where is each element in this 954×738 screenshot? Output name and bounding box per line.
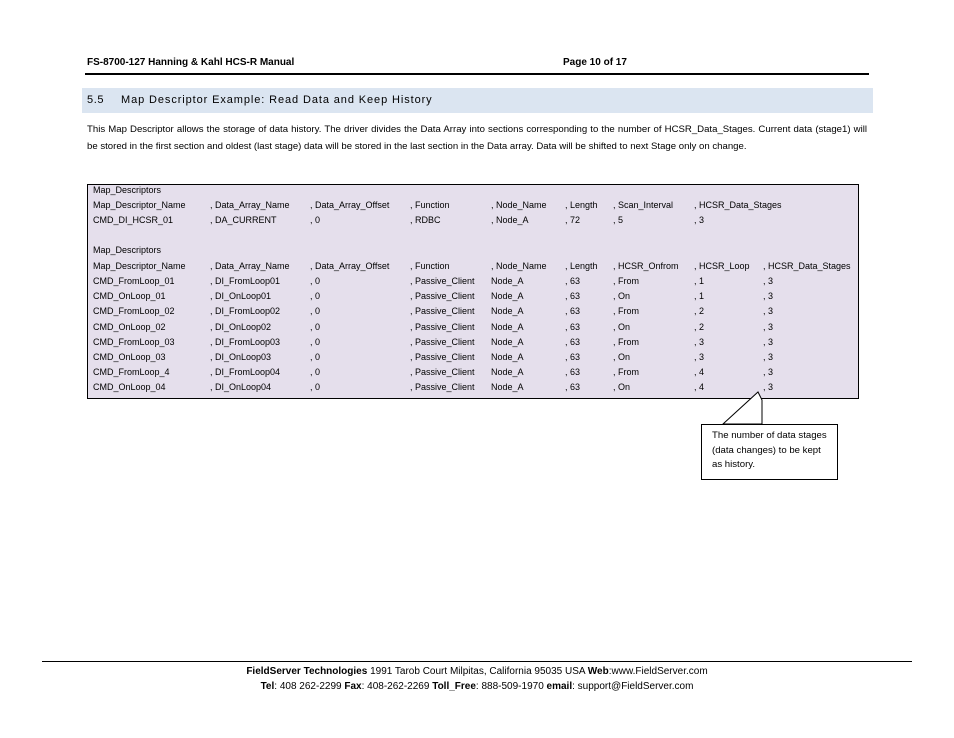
footer-email[interactable]: : support@FieldServer.com xyxy=(572,681,694,692)
footer-web-label: Web xyxy=(587,666,609,677)
md-cell: , Passive_Client xyxy=(410,291,475,302)
md-cell: , DI_OnLoop01 xyxy=(210,291,272,302)
md-cell: , 63 xyxy=(565,306,581,317)
block2-heading: Map_Descriptors xyxy=(93,245,162,255)
md-cell: , 3 xyxy=(694,336,705,347)
md-cell: , 0 xyxy=(310,276,321,286)
md-cell: , DA_CURRENT xyxy=(210,215,277,225)
md-cell: , Scan_Interval xyxy=(613,200,674,210)
md-row xyxy=(88,352,858,367)
md-cell: , 3 xyxy=(763,382,774,393)
md-cell: , 3 xyxy=(763,336,774,347)
section-number: 5.5 xyxy=(87,94,105,106)
md-cell: , 0 xyxy=(310,367,321,378)
md-cell: , 2 xyxy=(694,321,705,332)
md-cell: , 4 xyxy=(694,367,705,378)
md-cell: CMD_FromLoop_02 xyxy=(93,306,175,317)
header-rule xyxy=(85,73,869,75)
footer-fax: : 408-262-2269 xyxy=(361,681,433,692)
md-cell: , DI_FromLoop02 xyxy=(210,306,281,317)
md-cell: , 3 xyxy=(763,306,774,317)
md-cell: , Node_Name xyxy=(491,261,547,271)
md-cell: Node_A xyxy=(491,367,524,378)
md-cell: , 3 xyxy=(763,321,774,332)
footer-tollfree: : 888-509-1970 xyxy=(475,681,547,692)
md-cell: , 0 xyxy=(310,382,321,393)
description-paragraph: This Map Descriptor allows the storage of data history. The driver divides the Data Array into sections corresponding to the number of HCSR_Data_Stages. Current data (stage1) will be stored in the first section and oldest (last stage) data will be stored in the last section in the Data array. Data will be shifted to next Stage only on change. xyxy=(87,124,867,152)
footer-line-2 xyxy=(0,681,954,692)
md-cell: , On xyxy=(613,321,631,332)
md-cell: , 3 xyxy=(763,276,774,286)
md-cell: , From xyxy=(613,367,639,378)
md-row xyxy=(88,367,858,382)
md-cell: Node_A xyxy=(491,336,524,347)
md-cell: Map_Descriptor_Name xyxy=(93,200,186,210)
md-cell: , From xyxy=(613,336,639,347)
section-heading-bar xyxy=(82,88,873,113)
md-cell: , 0 xyxy=(310,291,321,302)
md-cell: Map_Descriptor_Name xyxy=(93,261,186,271)
md-cell: , HCSR_Loop xyxy=(694,261,750,271)
md-cell: , Function xyxy=(410,200,450,210)
md-cell: , 63 xyxy=(565,276,581,286)
md-cell: , 2 xyxy=(694,306,705,317)
footer-address: 1991 Tarob Court Milpitas, California 95035 USA xyxy=(367,666,588,677)
section-title: Map Descriptor Example: Read Data and Keep History xyxy=(121,94,433,106)
md-cell: , Passive_Client xyxy=(410,276,475,286)
md-cell: Node_A xyxy=(491,352,524,362)
md-row xyxy=(88,382,858,397)
footer-email-label: email xyxy=(546,681,573,692)
md-cell: , Passive_Client xyxy=(410,306,475,317)
md-cell: , Node_A xyxy=(491,215,529,225)
md-row xyxy=(88,306,858,321)
md-cell: , HCSR_Data_Stages xyxy=(694,200,782,210)
md-cell: , DI_FromLoop01 xyxy=(210,276,281,286)
md-cell: , DI_FromLoop04 xyxy=(210,367,281,378)
callout-note: The number of data stages (data changes) to be kept as history. xyxy=(701,424,838,480)
md-cell: , 3 xyxy=(694,352,705,362)
footer-tollfree-label: Toll_Free xyxy=(432,681,476,692)
md-cell: Node_A xyxy=(491,306,524,317)
map-descriptor-box xyxy=(87,184,859,399)
header-page-number: Page 10 of 17 xyxy=(563,57,627,68)
md-cell: , 72 xyxy=(565,215,581,225)
md-row xyxy=(88,215,858,230)
md-cell: , 3 xyxy=(763,352,774,362)
md-cell: , DI_OnLoop03 xyxy=(210,352,272,362)
md-cell: CMD_FromLoop_4 xyxy=(93,367,170,378)
md-cell: , Passive_Client xyxy=(410,367,475,378)
md-cell: , 5 xyxy=(613,215,624,225)
md-cell: , Data_Array_Offset xyxy=(310,261,390,271)
md-cell: , 63 xyxy=(565,336,581,347)
md-cell: , Passive_Client xyxy=(410,321,475,332)
md-cell: , 0 xyxy=(310,215,321,225)
md-cell: Node_A xyxy=(491,291,524,302)
md-cell: Node_A xyxy=(491,321,524,332)
footer-line-1 xyxy=(0,666,954,677)
md-cell: CMD_OnLoop_01 xyxy=(93,291,166,302)
md-cell: CMD_FromLoop_01 xyxy=(93,276,175,286)
md-cell: , 63 xyxy=(565,352,581,362)
md-cell: , Data_Array_Name xyxy=(210,200,290,210)
md-cell: , 0 xyxy=(310,352,321,362)
md-row xyxy=(88,291,858,306)
block2-columns xyxy=(88,261,858,276)
md-cell: , 63 xyxy=(565,291,581,302)
md-cell: , 63 xyxy=(565,321,581,332)
md-cell: , Node_Name xyxy=(491,200,547,210)
md-cell: , 1 xyxy=(694,276,705,286)
md-cell: , DI_FromLoop03 xyxy=(210,336,281,347)
md-cell: , Data_Array_Name xyxy=(210,261,290,271)
md-cell: , Passive_Client xyxy=(410,382,475,393)
md-cell: , 0 xyxy=(310,321,321,332)
md-cell: , HCSR_Onfrom xyxy=(613,261,679,271)
md-row xyxy=(88,276,858,291)
md-cell: , 0 xyxy=(310,306,321,317)
md-cell: , On xyxy=(613,291,631,302)
footer-fax-label: Fax xyxy=(344,681,362,692)
md-cell: , RDBC xyxy=(410,215,441,225)
md-cell: , 3 xyxy=(763,367,774,378)
md-cell: , From xyxy=(613,306,639,317)
md-cell: , DI_OnLoop04 xyxy=(210,382,272,393)
footer-tel: : 408 262-2299 xyxy=(274,681,345,692)
md-cell: , 0 xyxy=(310,336,321,347)
md-cell: , 63 xyxy=(565,382,581,393)
md-cell: CMD_FromLoop_03 xyxy=(93,336,175,347)
md-cell: , Function xyxy=(410,261,450,271)
md-cell: , 3 xyxy=(694,215,705,225)
footer-company: FieldServer Technologies xyxy=(246,666,368,677)
block1-heading: Map_Descriptors xyxy=(93,185,162,195)
md-cell: CMD_OnLoop_04 xyxy=(93,382,166,393)
md-cell: , 1 xyxy=(694,291,705,302)
md-cell: , Length xyxy=(565,200,598,210)
md-cell: CMD_OnLoop_03 xyxy=(93,352,166,362)
md-cell: , On xyxy=(613,382,631,393)
md-cell: CMD_OnLoop_02 xyxy=(93,321,166,332)
md-row xyxy=(88,322,858,337)
md-row xyxy=(88,337,858,352)
footer-rule xyxy=(42,661,912,662)
md-cell: CMD_DI_HCSR_01 xyxy=(93,215,174,225)
md-cell: , Passive_Client xyxy=(410,352,475,362)
md-cell: , 3 xyxy=(763,291,774,302)
footer-tel-label: Tel xyxy=(260,681,275,692)
md-cell: , Data_Array_Offset xyxy=(310,200,390,210)
md-cell: Node_A xyxy=(491,276,524,286)
footer-web[interactable]: :www.FieldServer.com xyxy=(608,666,708,677)
header-manual-title: FS-8700-127 Hanning & Kahl HCS-R Manual xyxy=(87,57,295,68)
md-cell: , Length xyxy=(565,261,598,271)
md-cell: , 4 xyxy=(694,382,705,393)
md-cell: , HCSR_Data_Stages xyxy=(763,261,851,271)
md-cell: Node_A xyxy=(491,382,524,393)
md-cell: , Passive_Client xyxy=(410,336,475,347)
md-cell: , On xyxy=(613,352,631,362)
md-cell: , From xyxy=(613,276,639,286)
md-cell: , 63 xyxy=(565,367,581,378)
block1-columns xyxy=(88,200,858,215)
md-cell: , DI_OnLoop02 xyxy=(210,321,272,332)
